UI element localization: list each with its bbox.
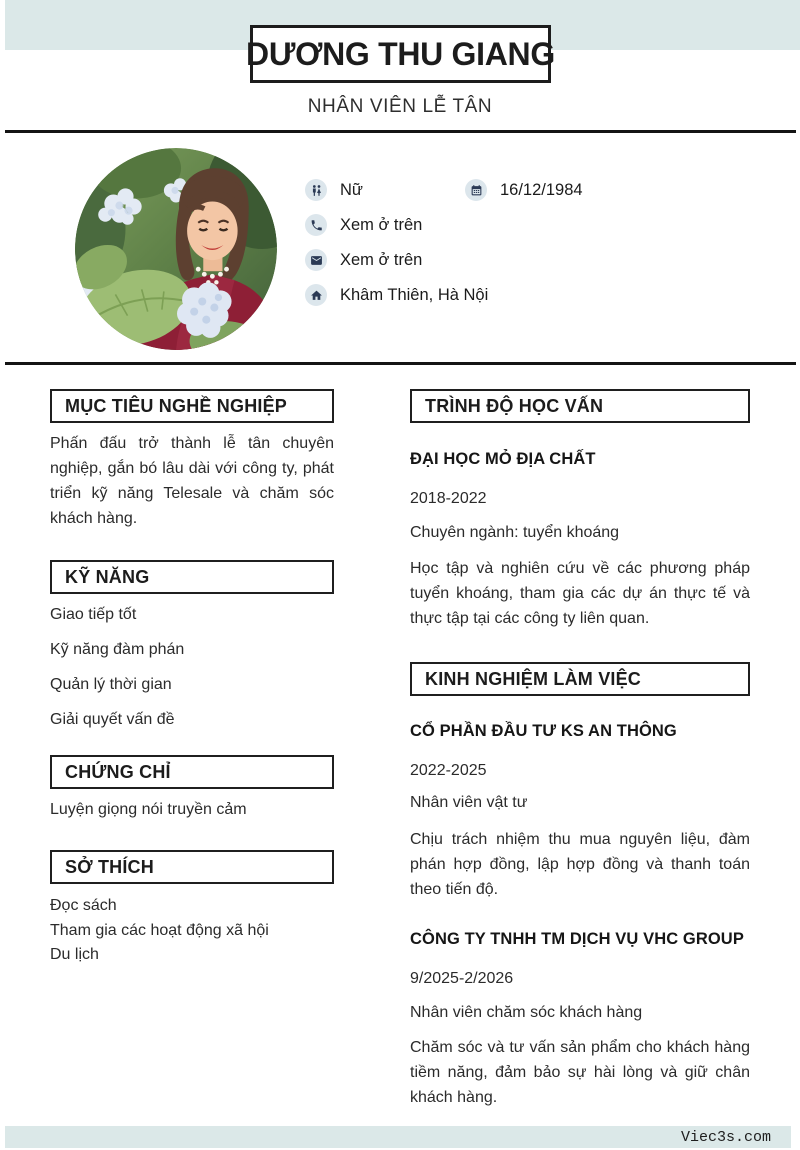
experience-description: Chịu trách nhiệm thu mua nguyên liệu, đàm phán hợp đồng, lập hợp đồng và thanh toán theo tiến độ. [410, 831, 750, 898]
experience-role: Nhân viên vật tư [410, 794, 528, 811]
gender-icon [305, 179, 327, 201]
home-icon [305, 284, 327, 306]
section-education-heading [410, 389, 750, 423]
profile-photo-illustration [75, 148, 277, 350]
section-certificates-heading [50, 755, 334, 789]
contact-row-1 [305, 179, 583, 201]
objective-text: Phấn đấu trở thành lễ tân chuyên nghiệp, gắn bó lâu dài với công ty, phát triển kỹ năng Telesale và chăm sóc khách hàng. [50, 435, 334, 527]
hobby-item: Tham gia các hoạt động xã hội [50, 921, 269, 939]
contact-address [305, 284, 488, 306]
education-school: ĐẠI HỌC MỎ ĐỊA CHẤT [410, 450, 596, 468]
email-value: Xem ở trên [340, 250, 423, 269]
footer-bar [5, 1126, 791, 1148]
skills-list [50, 603, 334, 743]
experience-description: Chăm sóc và tư vấn sản phẩm cho khách hàng tiềm năng, đảm bảo sự hài lòng và giữ chân khách hàng. [410, 1039, 750, 1106]
skills-heading-label: KỸ NĂNG [65, 566, 150, 587]
contact-row-2 [305, 214, 583, 236]
experience-company: CỔ PHẦN ĐẦU TƯ KS AN THÔNG [410, 722, 677, 740]
hobbies-heading-label: SỞ THÍCH [65, 856, 154, 877]
certificates-list [50, 798, 334, 823]
experience-period: 2022-2025 [410, 762, 487, 779]
skill-item: Giao tiếp tốt [50, 606, 137, 623]
section-objective-heading [50, 389, 334, 423]
profile-photo [75, 148, 277, 350]
contact-gender [305, 179, 465, 201]
education-description: Học tập và nghiên cứu về các phương pháp tuyển khoáng, tham gia các dự án thực tế và thực tập tại các công ty liên quan. [410, 560, 750, 627]
dob-value: 16/12/1984 [500, 180, 583, 199]
experience-heading-label: KINH NGHIỆM LÀM VIỆC [425, 668, 642, 689]
contact-row-3 [305, 249, 583, 271]
calendar-icon [465, 179, 487, 201]
contact-row-4 [305, 284, 583, 306]
education-period: 2018-2022 [410, 490, 487, 507]
phone-value: Xem ở trên [340, 215, 423, 234]
job-title: NHÂN VIÊN LỄ TÂN [307, 96, 493, 117]
contact-phone [305, 214, 422, 236]
gender-value: Nữ [340, 180, 363, 199]
phone-icon [305, 214, 327, 236]
experience-company: CÔNG TY TNHH TM DỊCH VỤ VHC GROUP [410, 930, 744, 948]
hobby-item: Đọc sách [50, 897, 117, 914]
divider-middle [5, 362, 796, 365]
contact-section [305, 179, 583, 319]
contact-email [305, 249, 422, 271]
education-heading-label: TRÌNH ĐỘ HỌC VẤN [425, 395, 604, 416]
skill-item: Kỹ năng đàm phán [50, 641, 185, 658]
education-major: Chuyên ngành: tuyển khoáng [410, 524, 620, 541]
divider-top [5, 130, 796, 133]
experience-role: Nhân viên chăm sóc khách hàng [410, 1004, 643, 1021]
skill-item: Giải quyết vấn đề [50, 711, 175, 728]
experience-period: 9/2025-2/2026 [410, 970, 514, 987]
certificates-heading-label: CHỨNG CHỈ [65, 761, 171, 782]
section-experience-heading [410, 662, 750, 696]
candidate-name: DƯƠNG THU GIANG [246, 35, 555, 72]
section-hobbies-heading [50, 850, 334, 884]
mail-icon [305, 249, 327, 271]
hobby-item: Du lịch [50, 946, 99, 964]
contact-dob [465, 179, 583, 201]
address-value: Khâm Thiên, Hà Nội [340, 285, 489, 304]
certificate-item: Luyện giọng nói truyền cảm [50, 801, 247, 818]
objective-heading-label: MỤC TIÊU NGHỀ NGHIỆP [65, 395, 288, 416]
skill-item: Quản lý thời gian [50, 676, 172, 693]
hobbies-list [50, 894, 334, 968]
name-box [246, 25, 555, 83]
section-skills-heading [50, 560, 334, 594]
brand-label: Viec3s.com [680, 1128, 771, 1146]
